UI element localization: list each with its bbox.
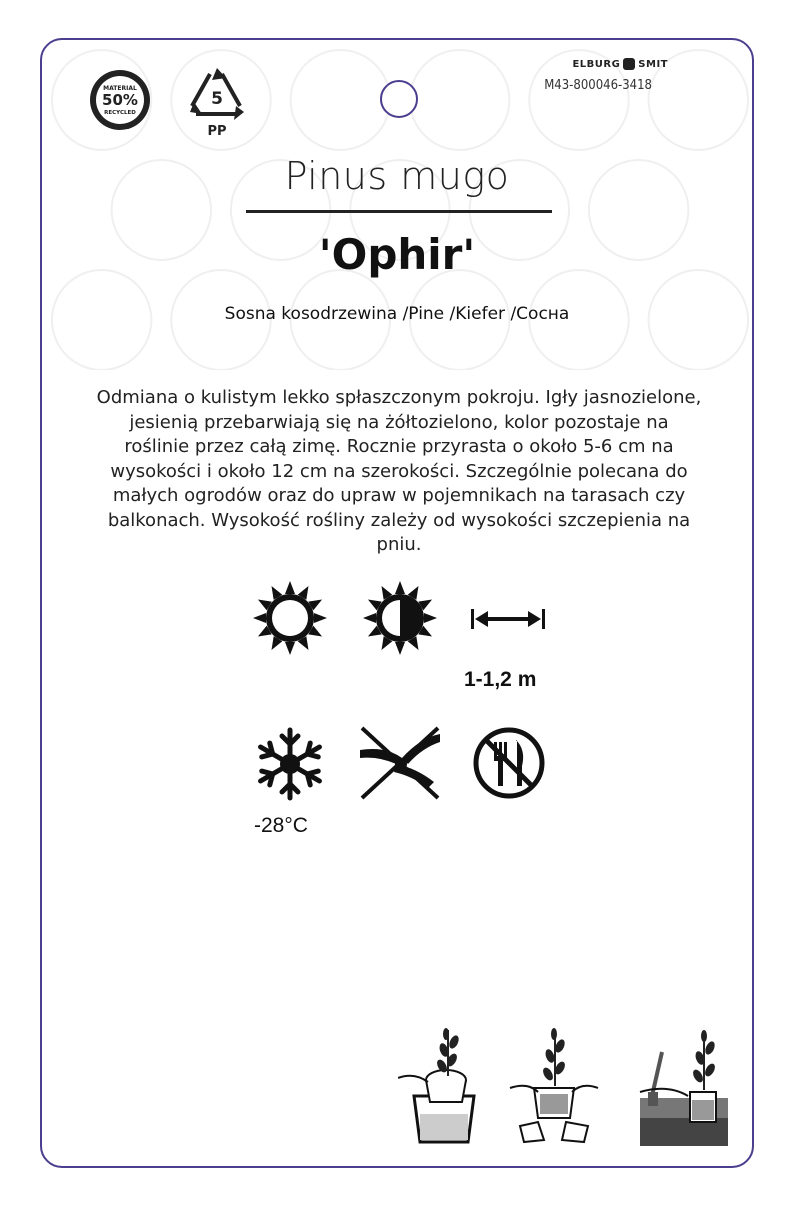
not-edible-icon [472, 726, 546, 800]
brand-right: SMIT [638, 58, 668, 70]
brand-left: ELBURG [572, 58, 621, 70]
half-shade-icon [362, 580, 438, 656]
svg-text:PP: PP [207, 124, 227, 139]
recycling-pp-5-icon [182, 64, 252, 140]
remove-pot-icon [398, 1028, 474, 1142]
title-divider [246, 210, 552, 213]
product-code: M43-800046-3418 [544, 78, 652, 93]
common-names: Sosna kosodrzewina /Pine /Kiefer /Сосна [224, 304, 570, 324]
loosen-roots-icon [510, 1028, 598, 1142]
latin-name: Pinus mugo [284, 154, 510, 198]
width-label: 1-1,2 m [464, 668, 537, 691]
min-temperature-label: -28°C [254, 814, 308, 837]
plant-in-ground-icon [640, 1030, 728, 1146]
width-arrow-icon [470, 606, 546, 632]
description-line: wysokości i około 12 cm na szerokości. Szczególnie polecana do [110, 460, 688, 482]
planting-instructions [398, 1022, 728, 1146]
description-line: pniu. [376, 534, 422, 555]
brand-logo [572, 58, 668, 70]
frost-snowflake-icon [252, 726, 328, 802]
description-line: balkonach. Wysokość rośliny zależy od wysokości szczepienia na [107, 509, 691, 531]
cultivar-name: 'Ophir' [318, 230, 476, 279]
full-sun-icon [252, 580, 328, 656]
description-line: małych ogrodów oraz do upraw w pojemnikach na tarasach czy [112, 485, 686, 506]
no-pruning-icon [356, 724, 444, 802]
hang-hole [380, 80, 418, 118]
svg-text:MATERIAL: MATERIAL [103, 85, 137, 92]
plant-label-card [40, 38, 754, 1168]
recycled-material-badge [88, 68, 152, 132]
plant-description [62, 386, 736, 558]
description-line: Odmiana o kulistym lekko spłaszczonym pokroju. Igły jasnozielone, [96, 387, 702, 408]
description-line: jesienią przebarwiają się na żółtozielono, kolor pozostaje na [129, 411, 669, 433]
svg-text:50%: 50% [102, 91, 138, 109]
svg-text:RECYCLED: RECYCLED [104, 110, 136, 116]
description-line: roślinie przez całą zimę. Rocznie przyrasta o około 5-6 cm na [124, 436, 674, 457]
svg-text:5: 5 [211, 89, 223, 109]
leaf-icon [623, 58, 635, 70]
